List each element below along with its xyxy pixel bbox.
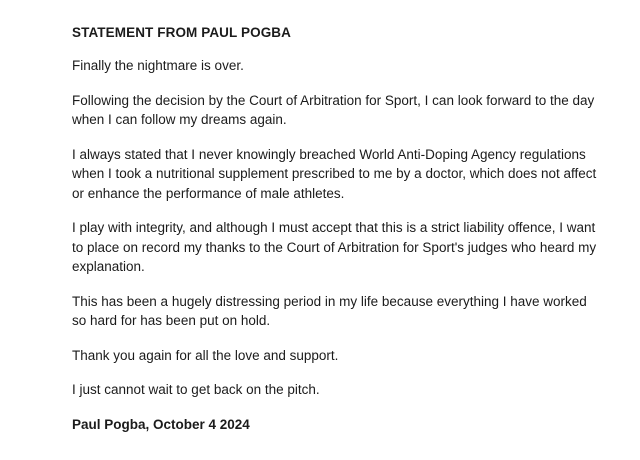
paragraph-cas-decision: Following the decision by the Court of Arbitration for Sport, I can look forward to the day when I can follow my dreams again. (72, 92, 595, 127)
paragraph-distressing-period: This has been a hugely distressing period in my life because everything I have worked so hard for has been put on hold. (72, 293, 587, 328)
paragraph-opening: Finally the nightmare is over. (72, 58, 244, 73)
paragraph-thanks: Thank you again for all the love and support. (72, 347, 339, 363)
paragraph-integrity: I play with integrity, and although I must accept that this is a strict liability offence, I want to place on record my thanks to the Court of Arbitration for Sport's judges who heard my explanation. (72, 220, 597, 274)
signature: Paul Pogba, October 4 2024 (72, 416, 250, 432)
document-title: STATEMENT FROM PAUL POGBA (72, 25, 291, 40)
paragraph-anti-doping: I always stated that I never knowingly breached World Anti-Doping Agency regulations when I took a nutritional supplement prescribed to me by a doctor, which does not affect or enhance the performance of male athletes. (72, 146, 597, 201)
paragraph-back-on-pitch: I just cannot wait to get back on the pitch. (72, 382, 320, 397)
